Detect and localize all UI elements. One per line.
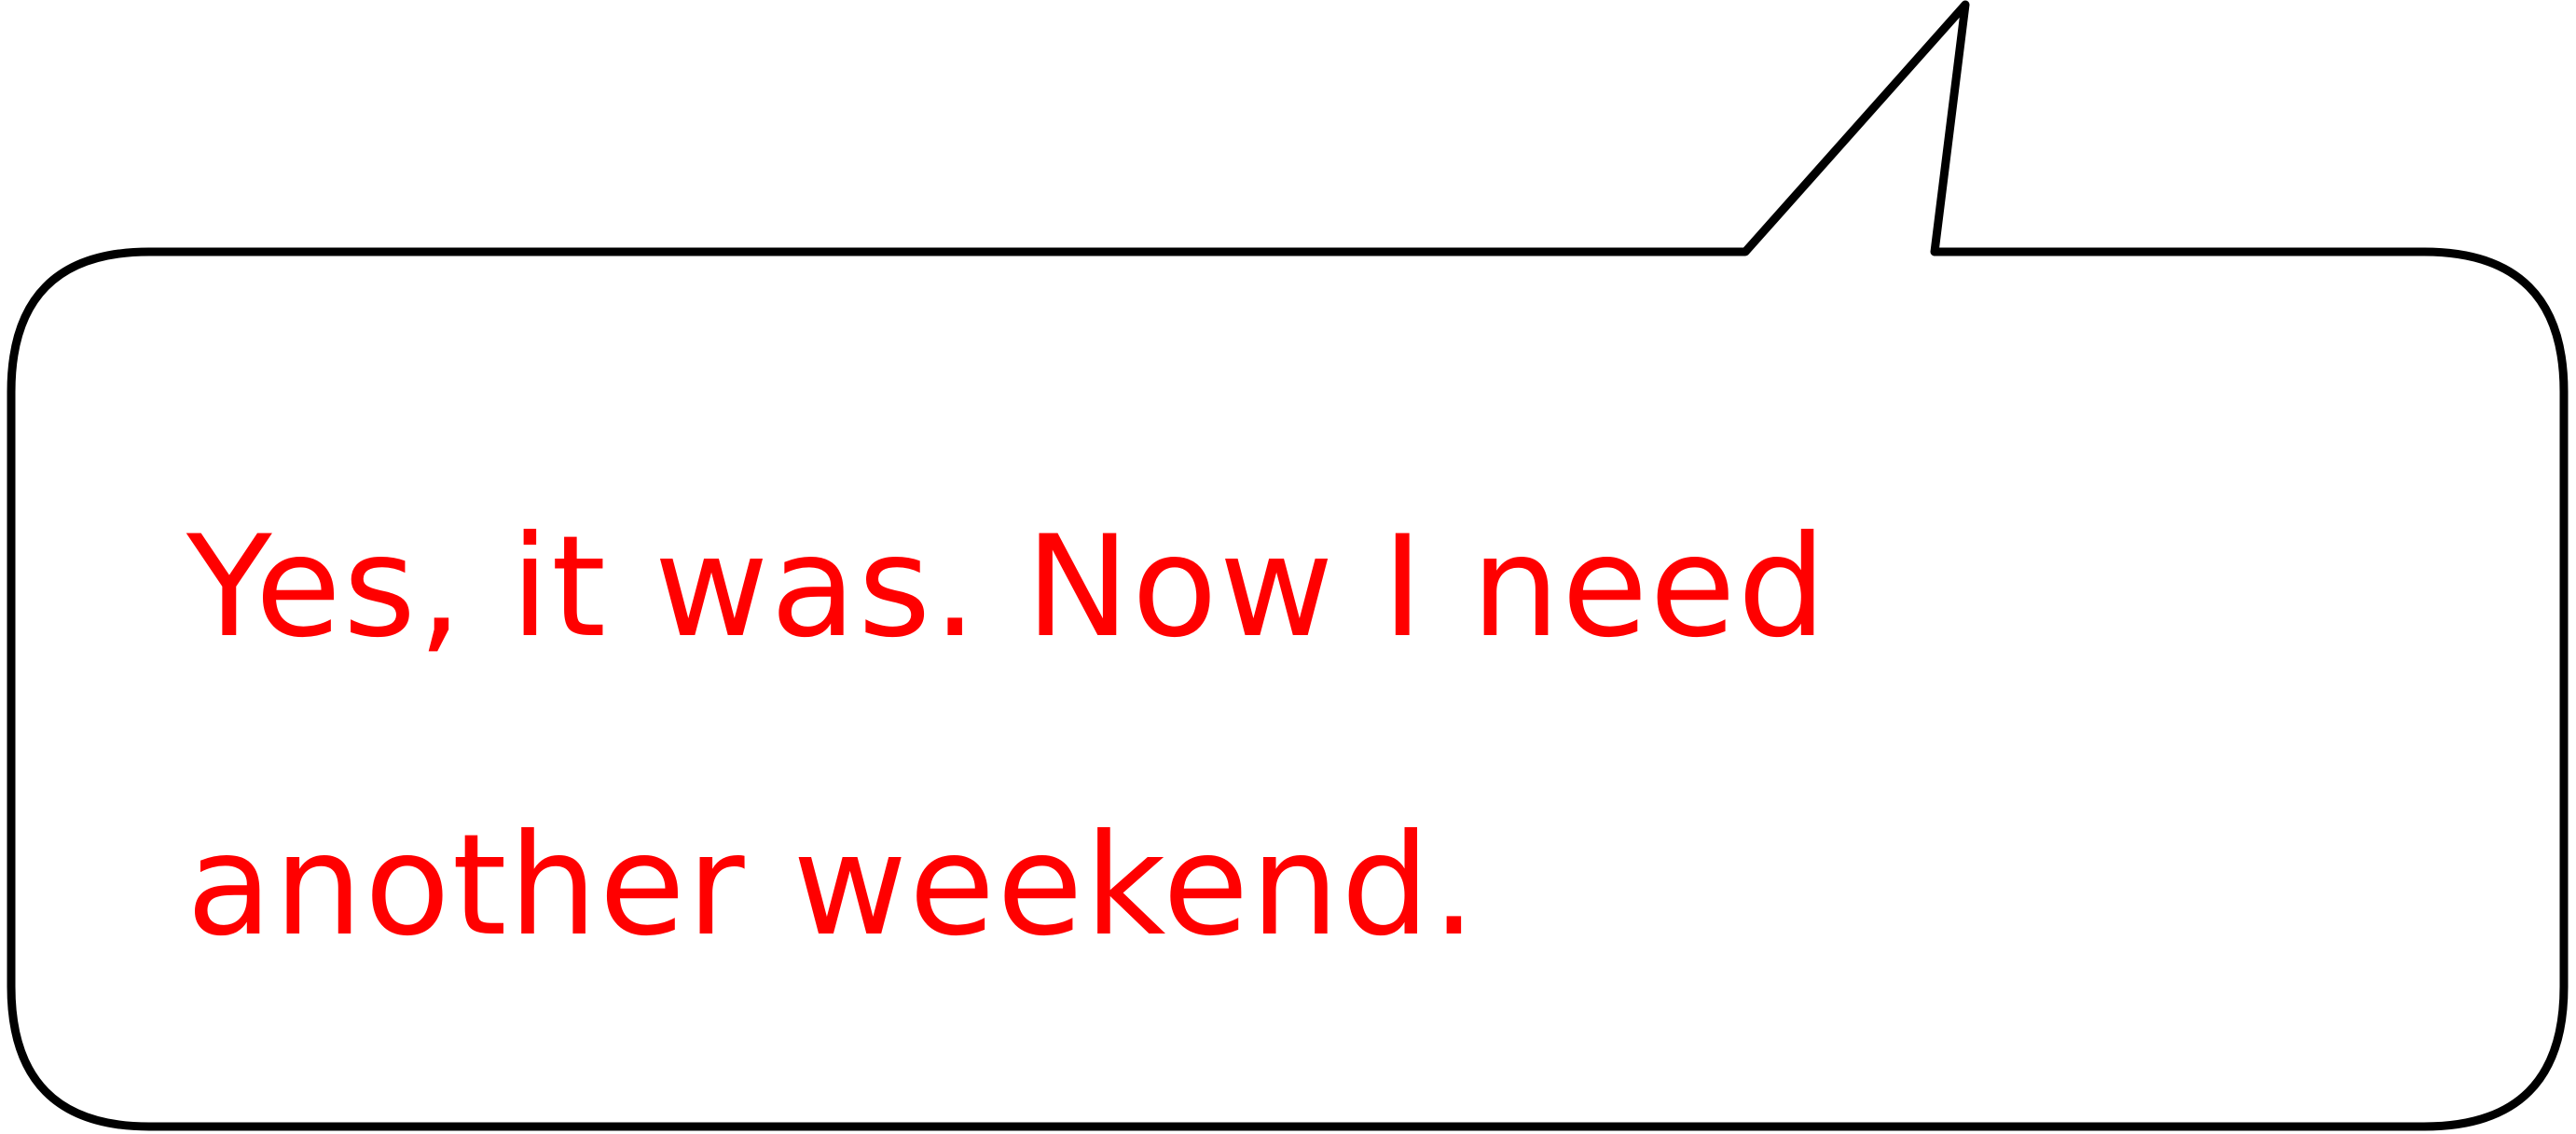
speech-bubble-text bbox=[186, 438, 2387, 1035]
speech-line-2: another weekend. bbox=[186, 805, 1479, 967]
speech-line-1: Yes, it was. Now I need bbox=[186, 506, 1828, 669]
